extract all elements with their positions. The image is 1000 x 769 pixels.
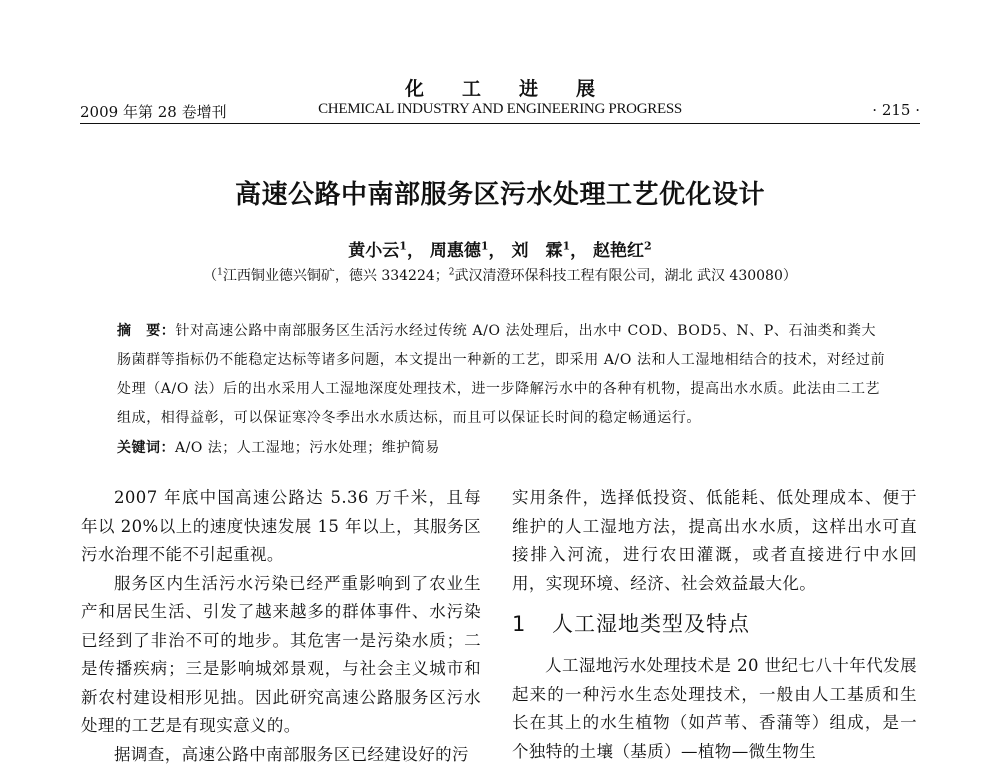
- author-affiliation-mark: 1: [562, 239, 570, 252]
- author-affiliation-mark: 1: [481, 239, 489, 252]
- body-paragraph: 人工湿地污水处理技术是 20 世纪七八十年代发展起来的一种污水生态处理技术，一般由人工基质和生长在其上的水生植物（如芦苇、香蒲等）组成，是一个独特的土壤（基质）—植物—微生物生: [512, 652, 917, 766]
- section-number: 1: [512, 610, 552, 638]
- keywords-label: 关键词：: [117, 440, 175, 456]
- abstract: [117, 317, 887, 433]
- keywords: [117, 437, 887, 457]
- author-name: 刘 霖: [511, 241, 562, 261]
- affiliations: [0, 265, 1000, 285]
- affiliation-1: 江西铜业德兴铜矿，德兴 334224；: [223, 268, 449, 284]
- body-paragraph: 据调查，高速公路中南部服务区已经建设好的污: [81, 741, 481, 769]
- running-header: [80, 101, 920, 121]
- body-paragraph: 实用条件，选择低投资、低能耗、低处理成本、便于维护的人工湿地方法，提高出水水质，这样出水可直接排入河流，进行农田灌溉，或者直接进行中水回用，实现环境、经济、社会效益最大化。: [512, 484, 917, 598]
- keywords-text: A/O 法；人工湿地；污水处理；维护简易: [175, 440, 440, 456]
- journal-name-cn: 化工进展: [0, 74, 1000, 101]
- affiliation-2: 武汉清澄环保科技工程有限公司，湖北 武汉 430080）: [455, 268, 797, 284]
- section-title: 人工湿地类型及特点: [552, 612, 750, 636]
- journal-name-en: CHEMICAL INDUSTRY AND ENGINEERING PROGRESS: [80, 101, 920, 118]
- author-name: 黄小云: [348, 241, 399, 261]
- issue-info: 2009 年第 28 卷增刊: [80, 101, 227, 122]
- article-title: 高速公路中南部服务区污水处理工艺优化设计: [0, 174, 1000, 211]
- body-column-left: [81, 484, 481, 769]
- body-paragraph: 2007 年底中国高速公路达 5.36 万千米，且每年以 20%以上的速度快速发展 15 年以上，其服务区污水治理不能不引起重视。: [81, 484, 481, 570]
- affiliation-mark: 1: [217, 267, 223, 277]
- body-paragraph: 服务区内生活污水污染已经严重影响到了农业生产和居民生活、引发了越来越多的群体事件、水污染已经到了非治不可的地步。其危害一是污染水质；二是传播疾病；三是影响城郊景观，与社会主义城市和新农村建设相形见拙。因此研究高速公路服务区污水处理的工艺是有现实意义的。: [81, 570, 481, 741]
- abstract-label: 摘 要：: [117, 323, 175, 339]
- author-list: 黄小云$^1$， 周惠德$^1$， 刘 霖$^1$， 赵艳红$^2$: [0, 236, 1000, 261]
- abstract-text: 针对高速公路中南部服务区生活污水经过传统 A/O 法处理后，出水中 COD、BOD5、N、P、石油类和粪大肠菌群等指标仍不能稳定达标等诸多问题，本文提出一种新的工艺，即采用 A/O 法和人工湿地相结合的技术，对经过前处理（A/O 法）后的出水采用人工湿地深度处理技术，进一步降解污水中的各种有机物，提高出水水质。此法由二工艺组成，相得益彰，可以保证寒冷冬季出水水质达标，而且可以保证长时间的稳定畅通运行。: [117, 323, 885, 426]
- affiliation-open-paren: （: [203, 268, 217, 284]
- section-heading: [512, 610, 917, 638]
- author-name: 周惠德: [430, 241, 481, 261]
- body-column-right: [512, 484, 917, 766]
- author-affiliation-mark: 2: [644, 239, 652, 252]
- header-rule: [80, 123, 920, 124]
- page-number: · 215 ·: [872, 101, 920, 119]
- affiliation-mark: 2: [449, 267, 455, 277]
- author-name: 赵艳红: [593, 241, 644, 261]
- author-affiliation-mark: 1: [399, 239, 407, 252]
